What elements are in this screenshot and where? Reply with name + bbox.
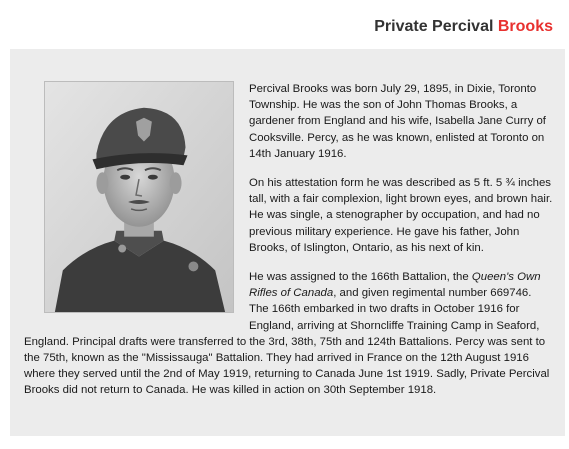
bio-paragraph-birth: Percival Brooks was born July 29, 1895, in Dixie, Toronto Township. He was the son of John Thomas Brooks, a gardener from England and his wife, Isabella Jane Curry of Cooksville. Percy, as he was known, enlisted at Toronto on 14th January 1916.	[249, 83, 546, 160]
biography-panel	[10, 49, 565, 436]
bio-service-text-start: He was assigned to the 166th Battalion, the	[249, 271, 472, 284]
bio-service-text-end: , and given regimental number 669746. The 166th embarked in two drafts in October 1916 for England, arriving at Shorncliffe Training Camp in Seaford, England. Principal drafts were transferred to the 3rd, 38th, 75th and 124th Battalions. Percy was sent to the 75th, known as the "Mississauga" Battalion. They had arrived in France on the 12th August 1916 where they served until the 2nd of May 1919, returning to Canada June 1st 1919. Sadly, Private Percival Brooks did not return to Canada. He was killed in action on 30th September 1918.	[24, 287, 550, 397]
page-title-prefix: Private Percival	[374, 18, 494, 35]
page-title-accent: Brooks	[497, 18, 553, 35]
portrait-photo-icon	[45, 82, 233, 312]
battalion-name-italic: Queen's Own Rifles of Canada	[249, 271, 541, 300]
soldier-portrait-photo	[44, 81, 234, 313]
page-title	[374, 18, 553, 36]
bio-paragraph-attestation: On his attestation form he was described as 5 ft. 5 ¾ inches tall, with a fair complexion, light brown eyes, and brown hair. He was single, a stenographer by occupation, and had no previous military experience. He gave his father, John Brooks, of Islington, Ontario, as his next of kin.	[249, 177, 553, 254]
